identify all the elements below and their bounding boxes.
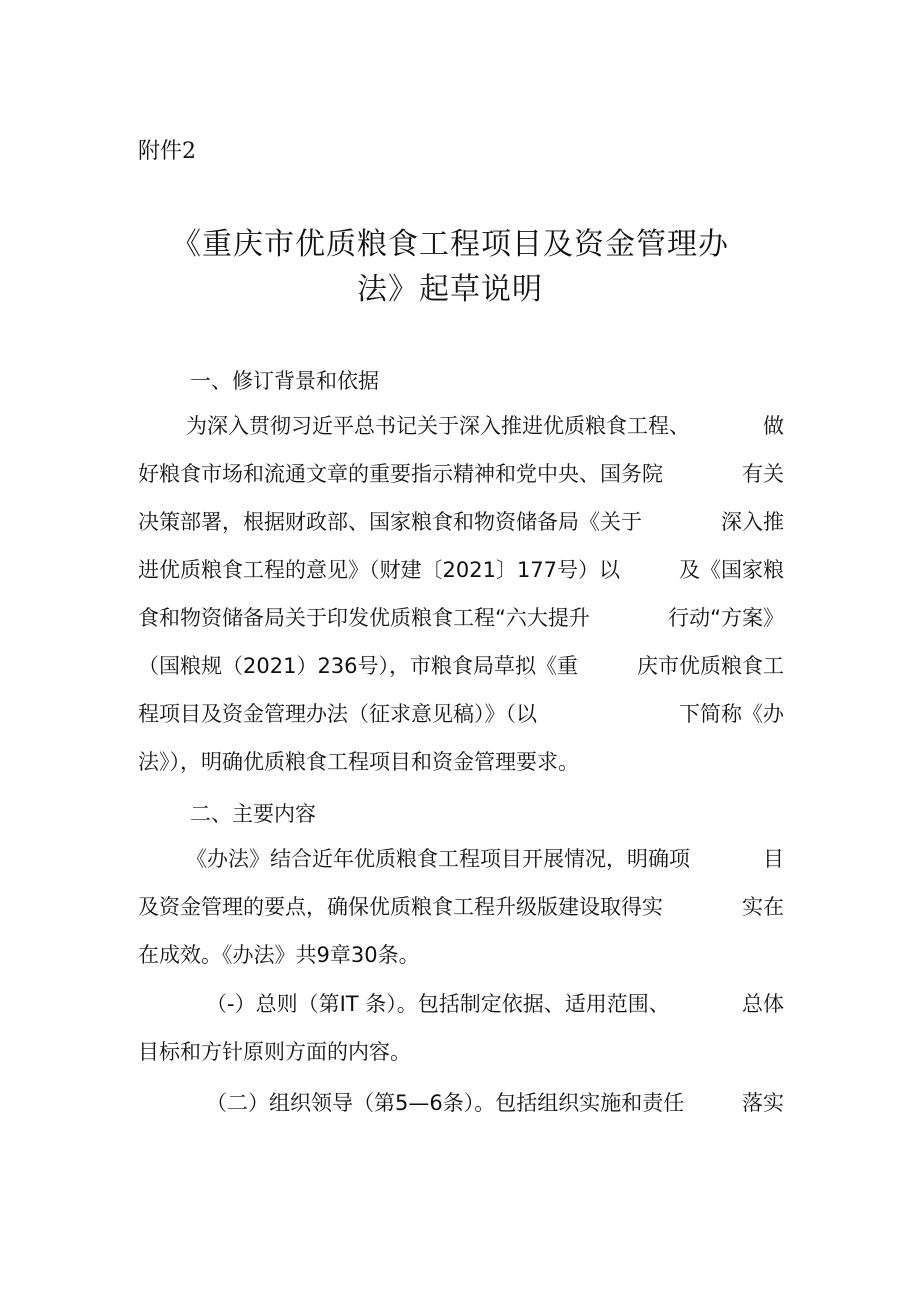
paragraph-line: （-）总则（第IT 条）。包括制定依据、适用范围、 总体 [206, 992, 784, 1016]
paragraph-line: 在成效。《办法》共9章30条。 [138, 943, 420, 967]
section-heading-background: 一、修订背景和依据 [190, 369, 379, 393]
paragraph-line: 《办法》结合近年优质粮食工程项目开展情况，明确项 目 [186, 847, 784, 871]
paragraph-line: 为深入贯彻习近平总书记关于深入推进优质粮食工程、 做 [186, 414, 784, 438]
paragraph-line: 食和物资储备局关于印发优质粮食工程“六大提升 行动“方案》 [138, 606, 784, 630]
attachment-label: 附件2 [138, 139, 196, 164]
item-organization-leadership [138, 1088, 784, 1136]
paragraph-line: 进优质粮食工程的意见》（财建〔2021〕177号）以 及《国家粮 [138, 558, 784, 582]
paragraph-main-content [138, 844, 784, 988]
item-general-provisions [138, 989, 784, 1085]
paragraph-line: 好粮食市场和流通文章的重要指示精神和党中央、国务院 有关 [138, 462, 784, 486]
section-heading-main-content: 二、主要内容 [190, 802, 316, 826]
document-title-line-1: 《重庆市优质粮食工程项目及资金管理办 [171, 227, 729, 262]
paragraph-line: 决策部署，根据财政部、国家粮食和物资储备局《关于 深入推 [138, 510, 784, 534]
paragraph-line: （国粮规（2021）236号），市粮食局草拟《重 庆市优质粮食工 [138, 654, 784, 678]
paragraph-line: （二）组织领导（第5—6条）。包括组织实施和责任 落实 [206, 1091, 784, 1115]
paragraph-line: 程项目及资金管理办法（征求意见稿）》（以 下简称《办 [138, 702, 784, 726]
paragraph-line: 目标和方针原则方面的内容。 [138, 1040, 411, 1064]
paragraph-line: 及资金管理的要点，确保优质粮食工程升级版建设取得实 实在 [138, 895, 784, 919]
document-title-line-2: 法》起草说明 [357, 272, 543, 307]
paragraph-background [138, 411, 784, 795]
paragraph-line: 法》），明确优质粮食工程项目和资金管理要求。 [138, 750, 579, 774]
